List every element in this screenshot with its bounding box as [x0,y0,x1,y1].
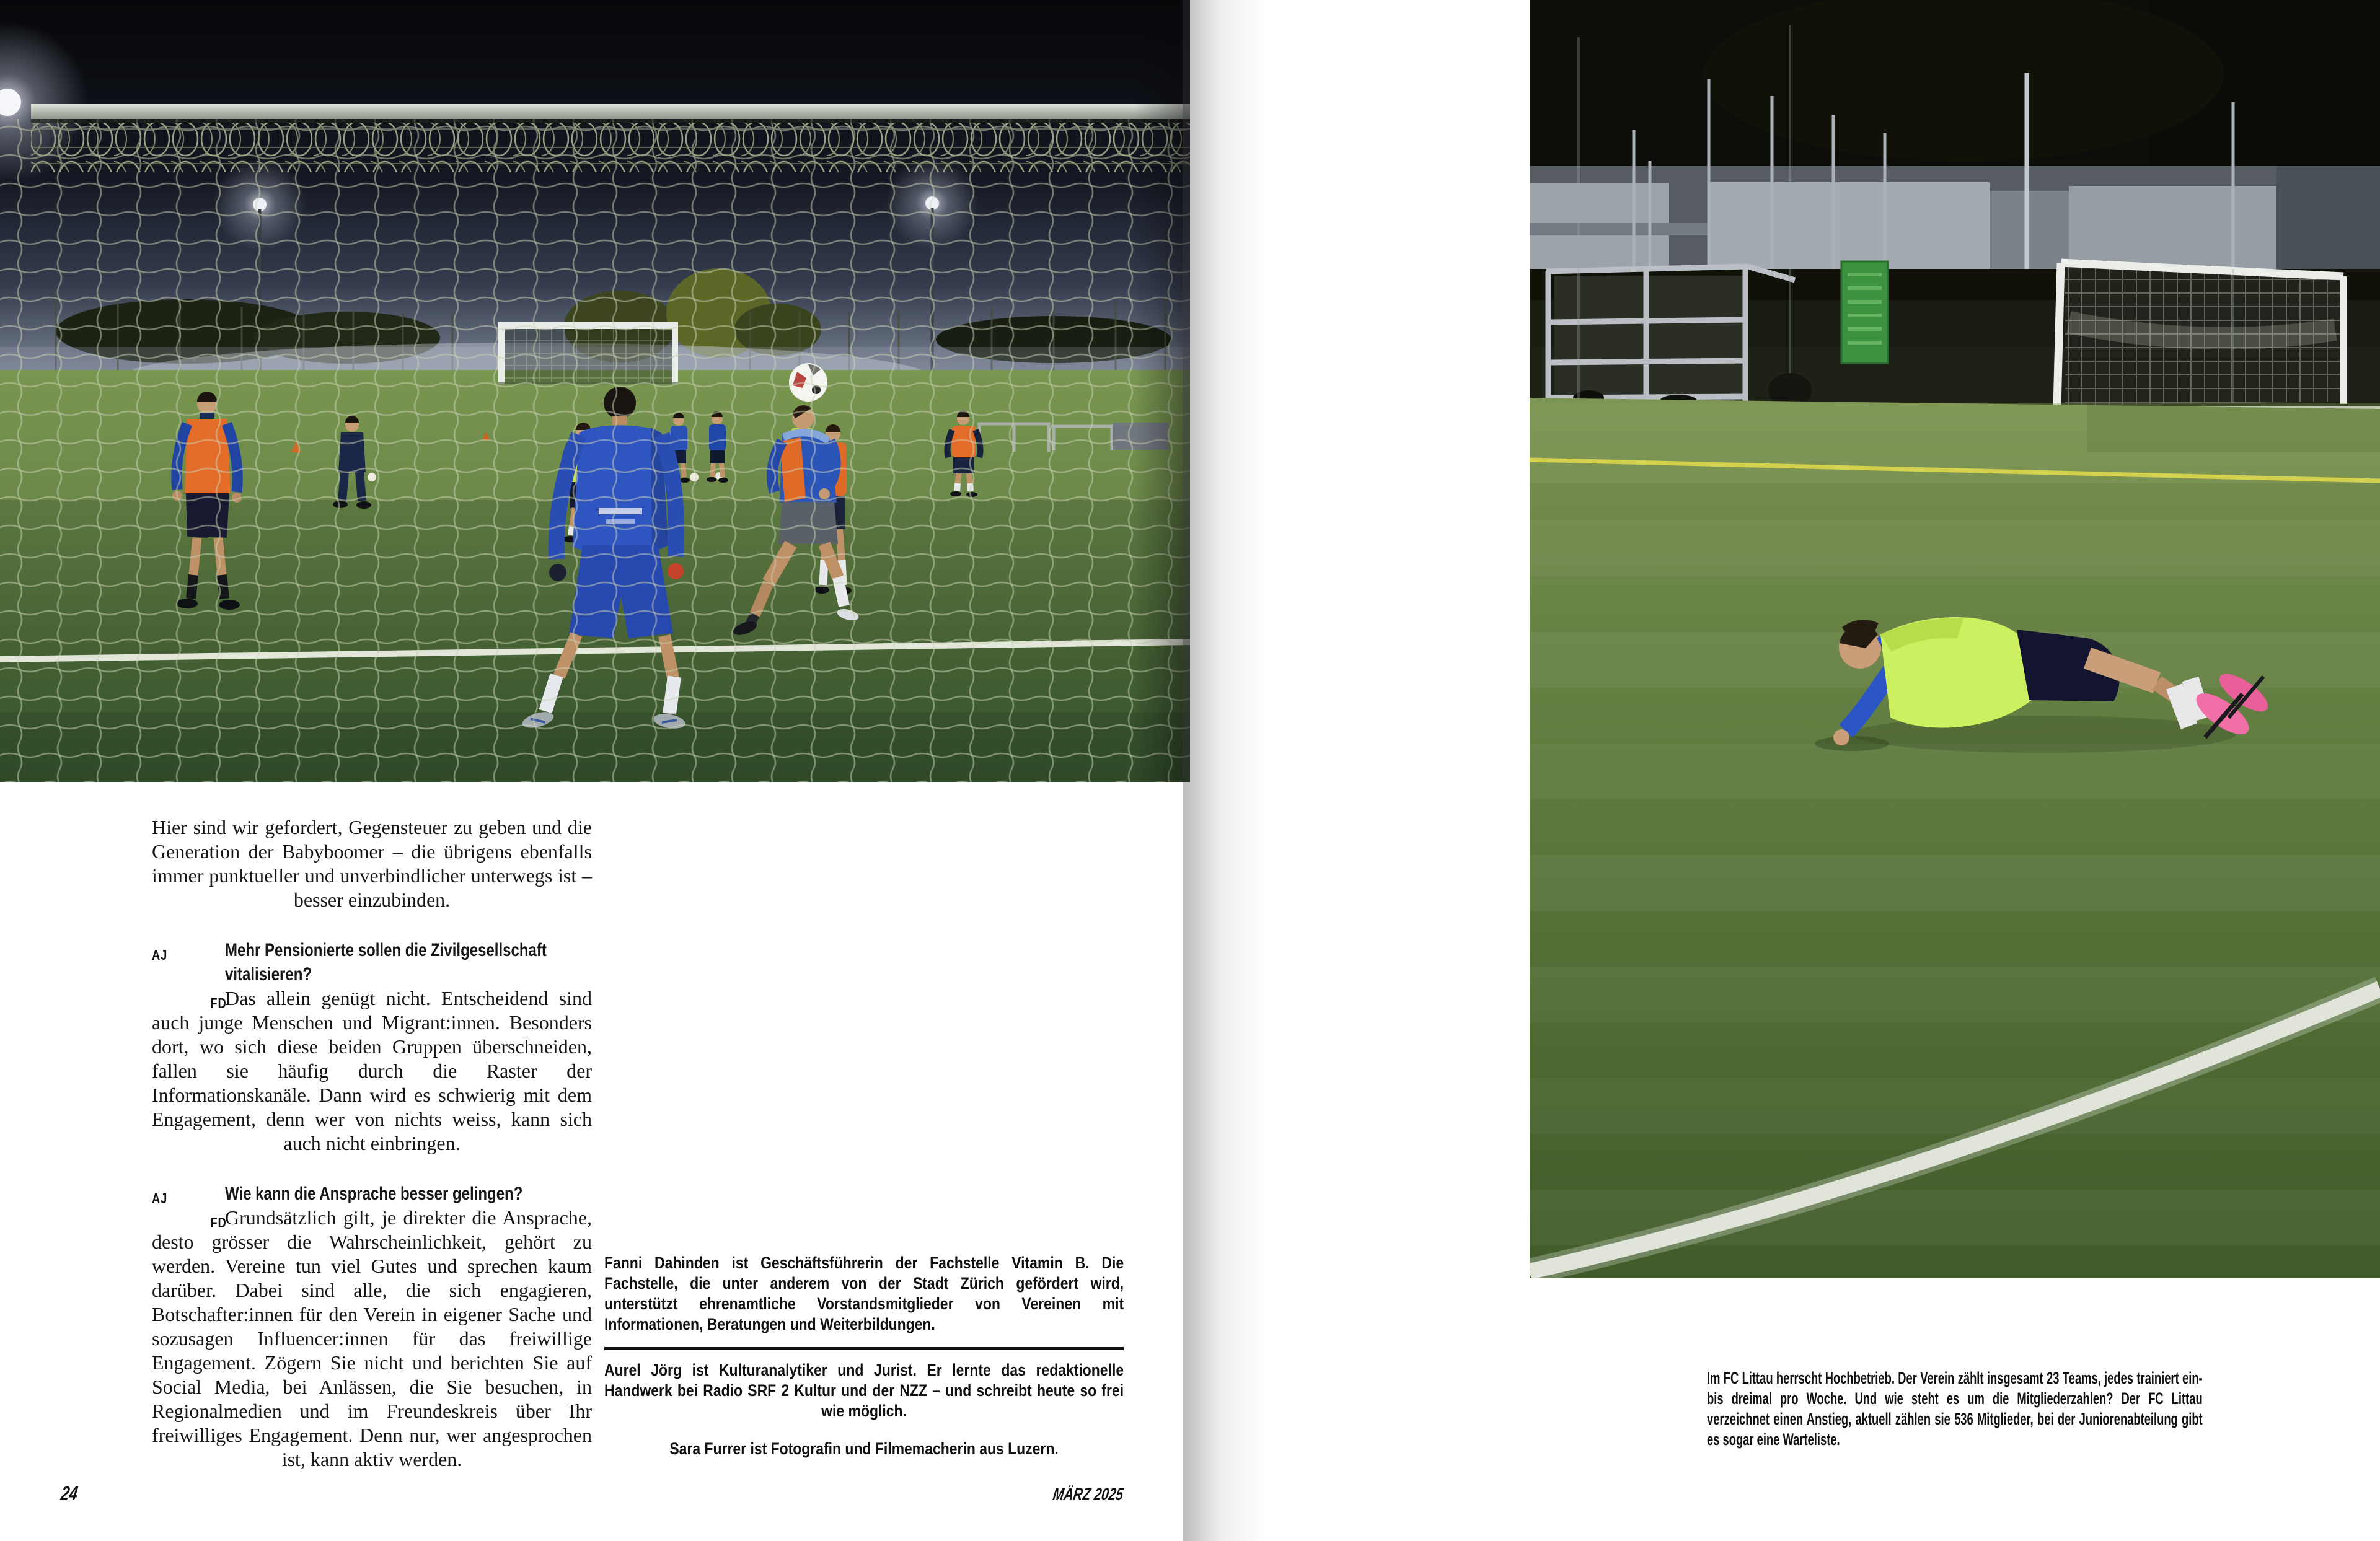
speaker-label-aj: AJ [152,1190,168,1206]
speaker-label-aj: AJ [152,947,168,963]
bio-captions-column [604,1253,1124,1459]
ball-stop-net [0,119,1190,782]
photo-caption-fc-littau: Im FC Littau herrscht Hochbetrieb. Der Verein zählt insgesamt 23 Teams, jedes trainiert ein- bis dreimal pro Woche. Und wie steht es um die Mitgliederzahlen? Der FC Littau verzeichnet einen Anstieg, aktuell zählen sie 536 Mitglieder, bei der Juniorenabteilung gibt es sogar eine Warteliste. [1707,1369,2203,1449]
page-number: 24 [60,1482,79,1504]
bio-sara-furrer: Sara Furrer ist Fotografin und Filmemacherin aus Luzern. [669,1439,1059,1458]
speaker-label-fd: FD [210,1214,227,1231]
white-goal [2057,263,2343,408]
answer-block [152,1206,592,1472]
question-block [152,1182,592,1206]
question-text: Wie kann die Ansprache besser gelingen? [225,1183,523,1204]
intro-paragraph: Hier sind wir gefordert, Gegensteuer zu geben und die Generation der Babyboomer – die übrigens ebenfalls immer punktueller und unverbindlicher unterwegs ist – besser einzubinden. [152,816,592,911]
speaker-label-fd: FD [210,995,227,1011]
answer-text: Grundsätzlich gilt, je direkter die Ansprache, desto grösser die Wahrscheinlichkeit, gehört zu werden. Vereine tun viel Gutes und sprechen kaum darüber. Dabei sind alle, die sich engagieren, Botschafter:innen für den Verein in eigener Sache und sozusagen Influencer:innen für das freiwillige Engagement. Zögern Sie nicht und berichten Sie auf Social Media, bei Anlässen, die Sie besuchen, in Regionalmedien und im Freundeskreis über Ihr freiwilliges Engagement. Denn nur, wer angesprochen ist, kann aktiv werden. [152,1206,592,1470]
bio-fanni-dahinden: Fanni Dahinden ist Geschäftsführerin der Fachstelle Vitamin B. Die Fachstelle, die unter anderem von der Stadt Zürich gefördert wird, unterstützt ehrenamtliche Vorstandsmitglieder von Vereinen mit Informationen, Beratungen und Weiterbildungen. [604,1253,1124,1333]
question-text: Mehr Pensionierte sollen die Zivilgesellschaft vitalisieren? [225,940,547,985]
issue-date: MÄRZ 2025 [1051,1485,1125,1504]
photo-pushups-on-pitch [1530,0,2380,1278]
bio-aurel-joerg: Aurel Jörg ist Kulturanalytiker und Jurist. Er lernte das redaktionelle Handwerk bei Radio SRF 2 Kultur und der NZZ – und schreibt heute so frei wie möglich. [604,1361,1124,1420]
fence-top-rail [31,104,1190,119]
page-fold-shadow [1183,0,1276,1541]
photo-training-behind-net [0,0,1190,782]
answer-text: Das allein genügt nicht. Entscheidend sind auch junge Menschen und Migrant:innen. Besonders dort, wo sich diese beiden Gruppen überschneiden, fallen sie häufig durch die Raster der Informationskanäle. Dann wird es schwierig mit dem Engagement, denn wer von nichts weiss, kann sich auch nicht einbringen. [152,987,592,1154]
answer-block [152,986,592,1156]
interview-text-column [152,815,592,1472]
green-sign [1841,261,1888,363]
divider-rule [604,1347,1124,1350]
question-block [152,938,592,986]
